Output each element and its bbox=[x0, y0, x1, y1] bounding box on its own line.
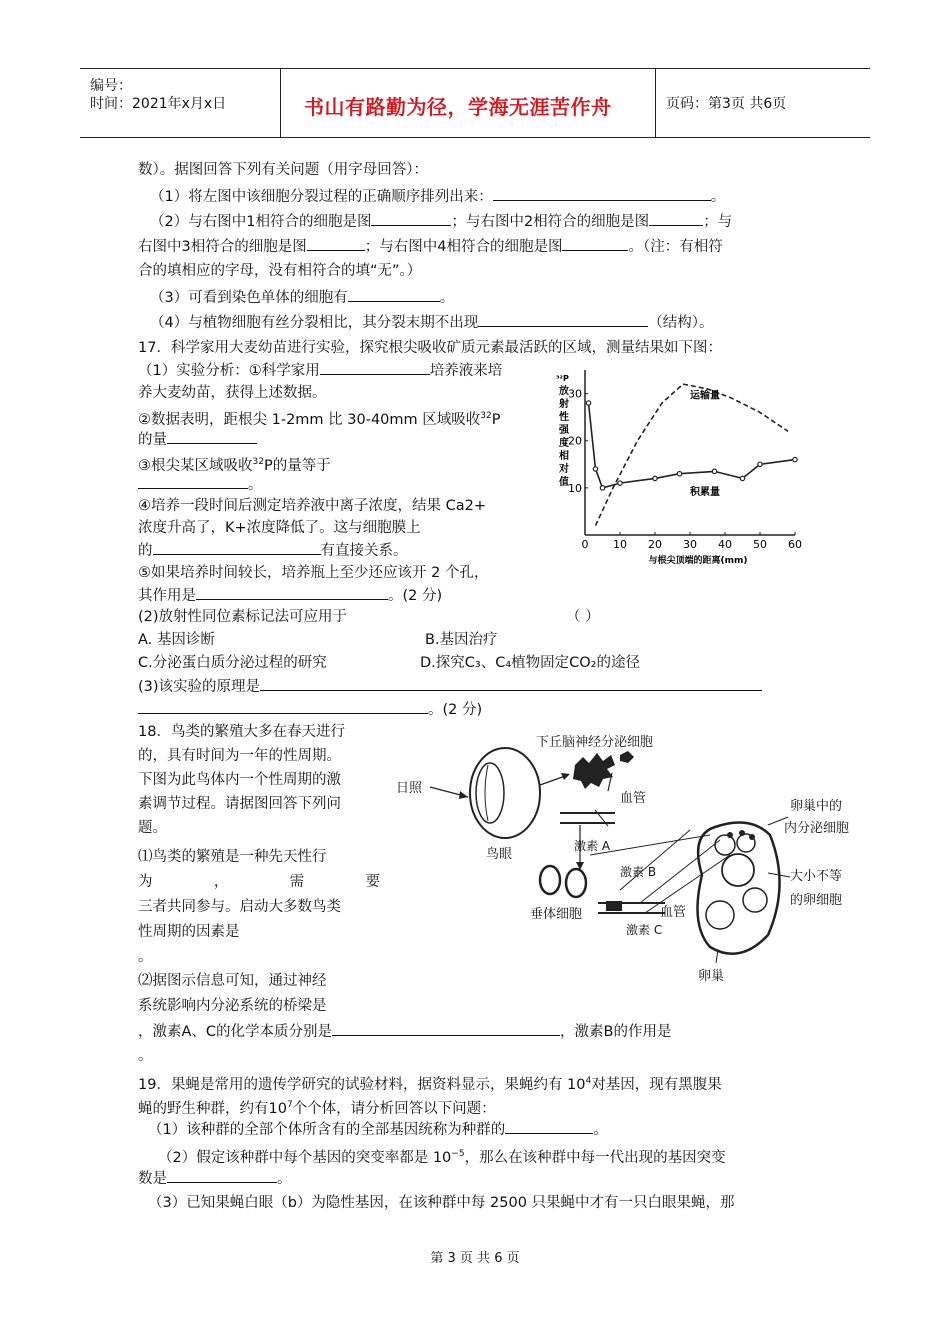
q18-line14: 。 bbox=[138, 1048, 153, 1064]
q19-part3: （3）已知果蝇白眼（b）为隐性基因，在该种群中每 2500 只果蝇中才有一只白眼果蝇，那 bbox=[148, 1195, 735, 1211]
page-label: 页码：第3页 共6页 bbox=[666, 96, 787, 112]
data-point bbox=[712, 469, 716, 473]
q18-line5: 题。 bbox=[138, 820, 167, 836]
q18-line13: ，激素A、C的化学本质分别是 ，激素B的作用是 bbox=[138, 1021, 672, 1042]
label-sunlight: 日照 bbox=[396, 781, 423, 796]
page-header bbox=[80, 68, 870, 138]
q19-part2-b: 数是 。 bbox=[138, 1168, 292, 1189]
answer-blank[interactable] bbox=[167, 1168, 277, 1183]
q16-part3: （3）可看到染色单体的细胞有 。 bbox=[150, 287, 454, 308]
q16-part2-a: （2）与右图中1相符合的细胞是图 ；与右图中2相符合的细胞是图 ；与 bbox=[150, 211, 732, 232]
answer-blank[interactable] bbox=[332, 1021, 560, 1036]
label-egg-1: 大小不等 bbox=[790, 869, 843, 884]
y-axis-label-char: 对 bbox=[559, 464, 569, 475]
x-tick-label: 60 bbox=[788, 538, 802, 551]
y-axis-label-char: 强 bbox=[559, 425, 569, 436]
label-egg-2: 的卵细胞 bbox=[790, 893, 843, 908]
answer-blank[interactable] bbox=[320, 360, 430, 375]
q17-line12: (2)放射性同位素标记法可应用于 bbox=[138, 609, 348, 625]
series-label-accumulation: 积累量 bbox=[690, 486, 720, 498]
q19-part2: （2）假定该种群中每个基因的突变率都是 $10^{-5}$，那么在该种群中每一代出现的基因突变 bbox=[158, 1149, 726, 1166]
q18-line3: 下图为此鸟体内一个性周期的激 bbox=[138, 772, 341, 788]
absorption-chart bbox=[555, 365, 815, 565]
x-axis-label: 与根尖顶端的距离(mm) bbox=[648, 556, 748, 565]
q18-line4: 素调节过程。请据图回答下列问 bbox=[138, 796, 341, 812]
data-point bbox=[593, 467, 597, 471]
answer-blank[interactable] bbox=[493, 186, 711, 201]
series-label-transport: 运输量 bbox=[690, 390, 720, 402]
answer-blank[interactable] bbox=[371, 211, 451, 226]
data-point bbox=[653, 476, 657, 480]
answer-blank[interactable] bbox=[167, 429, 257, 444]
label-pituitary: 垂体细胞 bbox=[530, 907, 583, 922]
y-axis-label-char: 值 bbox=[559, 477, 569, 488]
q18-line7: 为 ， 需 要 bbox=[138, 874, 380, 890]
page-footer: 第 3 页 共 6 页 bbox=[430, 1251, 520, 1266]
time-label: 时间：2021年x月x日 bbox=[90, 96, 227, 112]
q17-line14: 。(2 分) bbox=[138, 699, 482, 720]
label-ovary-endocrine-2: 内分泌细胞 bbox=[784, 821, 850, 836]
q16-part4: （4）与植物细胞有丝分裂相比，其分裂末期不出现 （结构）。 bbox=[150, 312, 713, 333]
q17-line3: ②数据表明，距根尖 1-2mm 比 30-40mm 区域吸收$^{32}$P bbox=[138, 411, 501, 428]
q17-line11: 其作用是 。(2 分) bbox=[138, 585, 442, 606]
q17-line1: （1）实验分析：①科学家用 培养液来培 bbox=[138, 360, 502, 381]
choice-bracket[interactable]: （ ） bbox=[566, 609, 600, 625]
q17-line10: ⑤如果培养时间较长，培养瓶上至少还应该开 2 个孔， bbox=[138, 565, 489, 581]
hormone-diagram bbox=[390, 725, 890, 990]
y-axis-label-char: 射 bbox=[559, 399, 569, 410]
q16-part2-b: 右图中3相符合的细胞是图 ；与右图中4相符合的细胞是图 。（注：有相符 bbox=[138, 236, 723, 257]
answer-blank[interactable] bbox=[307, 236, 365, 251]
answer-blank[interactable] bbox=[562, 236, 628, 251]
q17-line2: 养大麦幼苗，获得上述数据。 bbox=[138, 385, 327, 401]
label-bird-eye: 鸟眼 bbox=[486, 847, 513, 862]
y-axis-label-char: 相 bbox=[559, 451, 569, 462]
q19-part1: （1）该种群的全部个体所含有的全部基因统称为种群的 。 bbox=[148, 1119, 608, 1140]
y-tick-label: 30 bbox=[568, 387, 582, 401]
answer-blank[interactable] bbox=[138, 699, 428, 714]
q19-line1: 19．果蝇是常用的遗传学研究的试验材料，据资料显示，果蝇约有 $10^4$对基因，现有黑腹果 bbox=[138, 1076, 722, 1093]
label-ovary-endocrine-1: 卵巢中的 bbox=[790, 799, 843, 814]
q18-line1: 18．鸟类的繁殖大多在春天进行 bbox=[138, 724, 345, 740]
answer-blank[interactable] bbox=[138, 474, 248, 489]
series-line-accumulation bbox=[589, 403, 796, 488]
y-axis-label-char: 性 bbox=[559, 412, 569, 423]
label-hormone-b: 激素 B bbox=[620, 865, 657, 879]
q17-line8: 浓度升高了，K+浓度降低了。这与细胞膜上 bbox=[138, 520, 421, 536]
q18-line9: 性周期的因素是 bbox=[138, 924, 240, 940]
option-a: A. 基因诊断 bbox=[138, 632, 215, 648]
data-point bbox=[600, 486, 604, 490]
y-axis-label-char: 度 bbox=[559, 438, 569, 449]
data-point bbox=[793, 457, 797, 461]
q17-line4: 的量 bbox=[138, 429, 257, 450]
header-divider bbox=[280, 69, 281, 137]
q17-line5: ③根尖某区域吸收$^{32}$P的量等于 bbox=[138, 457, 331, 474]
q16-intro: 数）。据图回答下列有关问题（用字母回答）： bbox=[138, 162, 428, 178]
y-axis-label-char: 放 bbox=[559, 386, 569, 397]
series-line-transport bbox=[596, 384, 789, 525]
data-point bbox=[758, 462, 762, 466]
answer-blank[interactable] bbox=[478, 312, 648, 327]
y-axis-label-char: ³²P bbox=[556, 374, 569, 383]
label-hormone-c: 激素 C bbox=[626, 923, 663, 937]
x-tick-label: 50 bbox=[753, 538, 767, 551]
diagram-drawing bbox=[390, 725, 890, 990]
label-hormone-a: 激素 A bbox=[574, 839, 611, 853]
x-tick-label: 30 bbox=[683, 538, 697, 551]
q18-line11: ⑵据图示信息可知，通过神经 bbox=[138, 973, 327, 989]
q17-line6: 。 bbox=[138, 474, 263, 495]
option-c: C.分泌蛋白质分泌过程的研究 bbox=[138, 655, 327, 671]
data-point bbox=[677, 472, 681, 476]
q19-line2: 蝇的野生种群，约有$10^7$个个体，请分析回答以下问题： bbox=[138, 1100, 496, 1117]
answer-blank[interactable] bbox=[196, 585, 388, 600]
y-tick-label: 20 bbox=[568, 434, 582, 448]
q18-line8: 三者共同参与。启动大多数鸟类 bbox=[138, 899, 341, 915]
q17-title: 17．科学家用大麦幼苗进行实验，探究根尖吸收矿质元素最活跃的区域，测量结果如下图： bbox=[138, 340, 722, 356]
q17-line13: (3)该实验的原理是 bbox=[138, 676, 762, 697]
answer-blank[interactable] bbox=[260, 676, 762, 691]
label-hypothalamus: 下丘脑神经分泌细胞 bbox=[536, 735, 654, 750]
option-d: D.探究C₃、C₄植物固定CO₂的途径 bbox=[420, 655, 640, 671]
label-vessel-1: 血管 bbox=[620, 791, 647, 806]
header-divider bbox=[655, 69, 656, 137]
q17-line7: ④培养一段时间后测定培养液中离子浓度，结果 Ca2+ bbox=[138, 498, 486, 514]
data-point bbox=[740, 476, 744, 480]
header-motto: 书山有路勤为径，学海无涯苦作舟 bbox=[304, 95, 612, 119]
y-tick-label: 10 bbox=[568, 481, 582, 495]
x-tick-label: 10 bbox=[613, 538, 627, 551]
data-point bbox=[618, 481, 622, 485]
answer-blank[interactable] bbox=[505, 1119, 593, 1134]
q17-line9: 的 有直接关系。 bbox=[138, 540, 408, 561]
q16-part1: （1）将左图中该细胞分裂过程的正确顺序排列出来： 。 bbox=[150, 186, 725, 207]
label-vessel-2: 血管 bbox=[660, 905, 687, 920]
data-point bbox=[586, 401, 590, 405]
q18-line2: 的，具有时间为一年的性周期。 bbox=[138, 748, 341, 764]
answer-blank[interactable] bbox=[649, 211, 703, 226]
answer-blank[interactable] bbox=[348, 287, 440, 302]
q18-line12: 系统影响内分泌系统的桥梁是 bbox=[138, 998, 327, 1014]
label-ovary: 卵巢 bbox=[698, 969, 725, 984]
answer-blank[interactable] bbox=[153, 540, 321, 555]
q18-line6: ⑴鸟类的繁殖是一种先天性行 bbox=[138, 849, 327, 865]
x-tick-label: 40 bbox=[718, 538, 732, 551]
x-tick-label: 20 bbox=[648, 538, 662, 551]
q18-line10: 。 bbox=[138, 949, 153, 965]
code-label: 编号： bbox=[90, 78, 132, 94]
x-tick-label: 0 bbox=[581, 538, 589, 551]
q16-part2-c: 合的填相应的字母，没有相符合的填“无”。） bbox=[138, 263, 422, 279]
option-b: B.基因治疗 bbox=[425, 632, 498, 648]
